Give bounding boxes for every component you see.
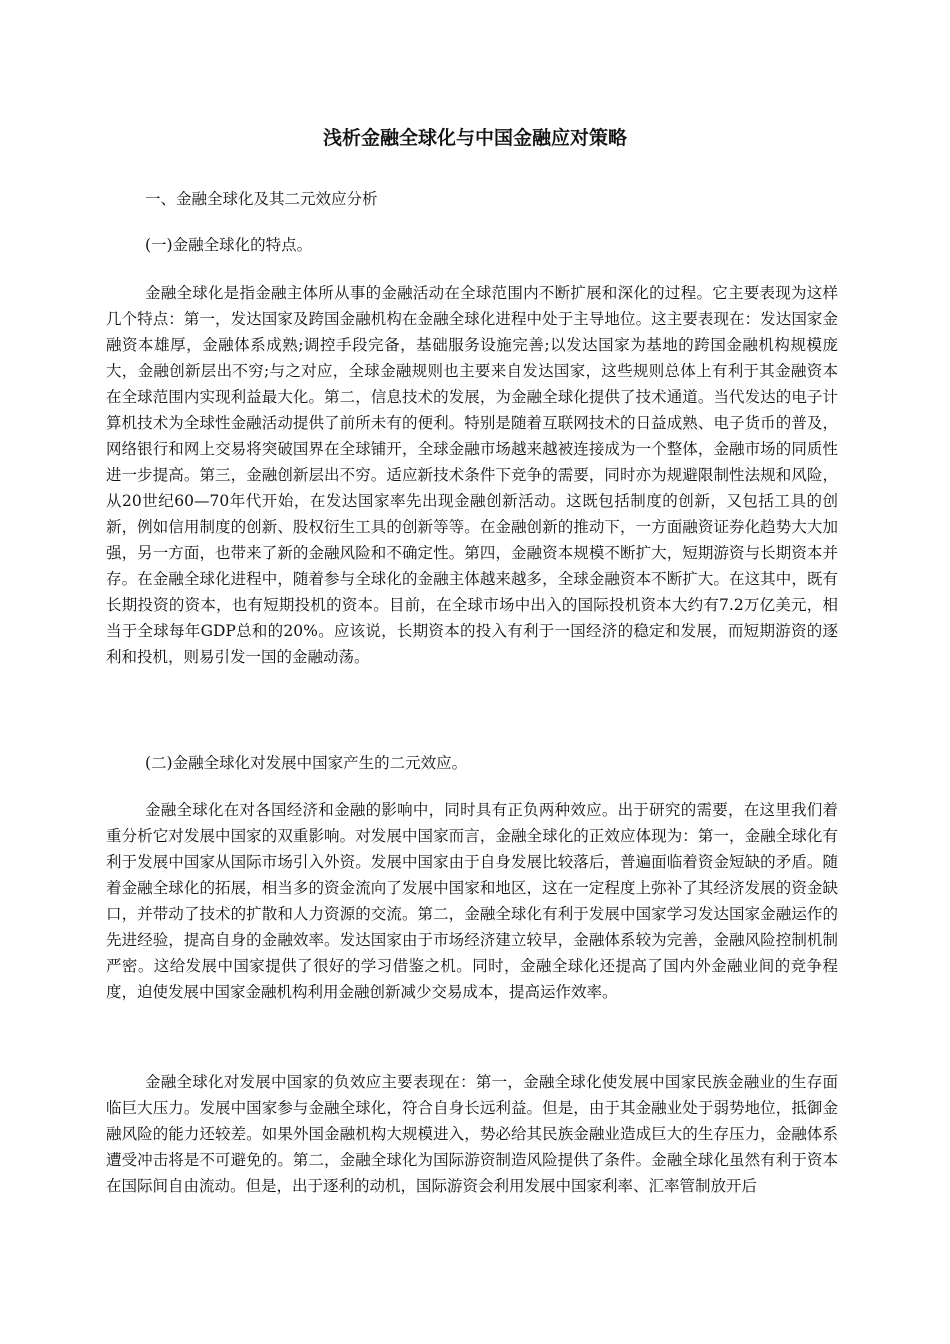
subsection-heading: (二)金融全球化对发展中国家产生的二元效应。: [145, 754, 468, 772]
body-paragraph: 金融全球化对发展中国家的负效应主要表现在：第一，金融全球化使发展中国家民族金融业的生存面临巨大压力。发展中国家参与金融全球化，符合自身长远利益。但是，由于其金融业处于弱势地位，抵御金融风险的能力还较差。如果外国金融机构大规模进入，势必给其民族金融业造成巨大的生存压力，金融体系遭受冲击将是不可避免的。第二，金融全球化为国际游资制造风险提供了条件。金融全球化虽然有利于资本在国际间自由流动。但是，出于逐利的动机，国际游资会利用发展中国家利率、汇率管制放开后: [106, 1073, 838, 1195]
body-paragraph: 金融全球化在对各国经济和金融的影响中，同时具有正负两种效应。出于研究的需要，在这里我们着重分析它对发展中国家的双重影响。对发展中国家而言，金融全球化的正效应体现为：第一，金融全球化有利于发展中国家从国际市场引入外资。发展中国家由于自身发展比较落后，普遍面临着资金短缺的矛盾。随着金融全球化的拓展，相当多的资金流向了发展中国家和地区，这在一定程度上弥补了其经济发展的资金缺口，并带动了技术的扩散和人力资源的交流。第二，金融全球化有利于发展中国家学习发达国家金融运作的先进经验，提高自身的金融效率。发达国家由于市场经济建立较早，金融体系较为完善，金融风险控制机制严密。这给发展中国家提供了很好的学习借鉴之机。同时，金融全球化还提高了国内外金融业间的竞争程度，迫使发展中国家金融机构利用金融创新减少交易成本，提高运作效率。: [106, 801, 838, 1001]
document-title: 浅析金融全球化与中国金融应对策略: [322, 127, 627, 149]
body-paragraph: 金融全球化是指金融主体所从事的金融活动在全球范围内不断扩展和深化的过程。它主要表现为这样几个特点：第一，发达国家及跨国金融机构在金融全球化进程中处于主导地位。这主要表现在：发达国家金融资本雄厚，金融体系成熟;调控手段完备，基础服务设施完善;以发达国家为基地的跨国金融机构规模庞大，金融创新层出不穷;与之对应，全球金融规则也主要来自发达国家，这些规则总体上有利于其金融资本在全球范围内实现利益最大化。第二，信息技术的发展，为金融全球化提供了技术通道。当代发达的电子计算机技术为全球性金融活动提供了前所未有的便利。特别是随着互联网技术的日益成熟、电子货币的普及，网络银行和网上交易将突破国界在全球铺开，全球金融市场越来越被连接成为一个整体，金融市场的同质性进一步提高。第三，金融创新层出不穷。适应新技术条件下竞争的需要，同时亦为规避限制性法规和风险，从20世纪60—70年代开始，在发达国家率先出现金融创新活动。这既包括制度的创新，又包括工具的创新，例如信用制度的创新、股权衍生工具的创新等等。在金融创新的推动下，一方面融资证券化趋势大大加强，另一方面，也带来了新的金融风险和不确定性。第四，金融资本规模不断扩大，短期游资与长期资本并存。在金融全球化进程中，随着参与全球化的金融主体越来越多，全球金融资本不断扩大。在这其中，既有长期投资的资本，也有短期投机的资本。目前，在全球市场中出入的国际投机资本大约有7.2万亿美元，相当于全球每年GDP总和的20%。应该说，长期资本的投入有利于一国经济的稳定和发展，而短期游资的逐利和投机，则易引发一国的金融动荡。: [106, 284, 838, 666]
section-heading: 一、金融全球化及其二元效应分析: [145, 190, 378, 208]
subsection-heading: (一)金融全球化的特点。: [145, 236, 313, 254]
